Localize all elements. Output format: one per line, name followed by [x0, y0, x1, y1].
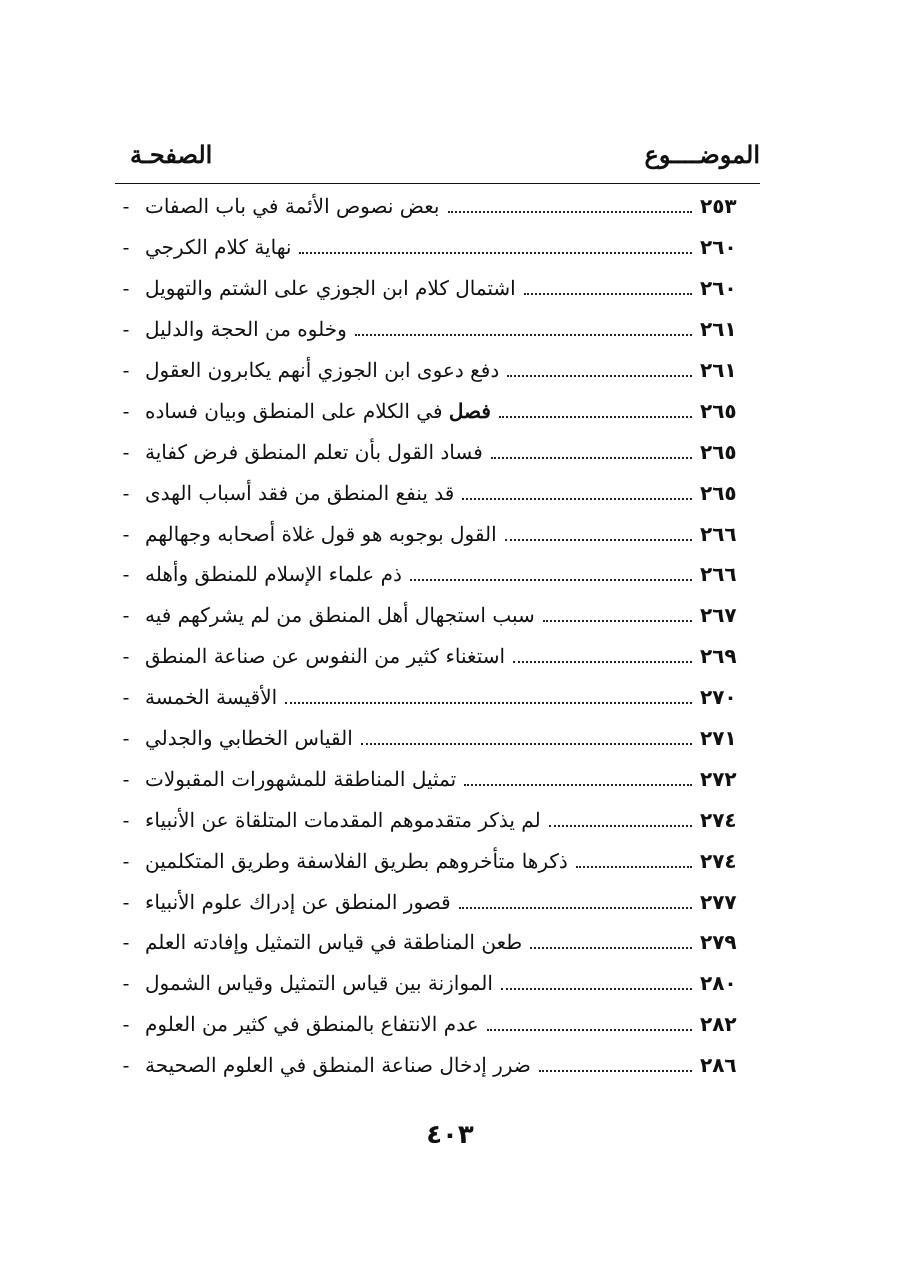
- entry-page-number: ٢٧٤: [700, 807, 737, 832]
- entry-dash: -: [122, 317, 130, 342]
- entry-title: [137, 562, 402, 586]
- header-divider: [115, 183, 760, 184]
- entry-title-text: عدم الانتفاع بالمنطق في كثير من العلوم: [145, 1012, 479, 1037]
- toc-entry: [115, 963, 760, 1004]
- entry-page-number: ٢٨٦: [700, 1053, 737, 1078]
- entry-title-text: القياس الخطابي والجدلي: [145, 726, 353, 751]
- entry-title-text: قد ينفع المنطق من فقد أسباب الهدى: [145, 480, 455, 505]
- table-of-contents: [115, 186, 760, 1086]
- dot-leader: [499, 416, 692, 418]
- entry-page-number: ٢٦٦: [700, 562, 737, 587]
- entry-page-number: ٢٦٥: [700, 439, 737, 464]
- entry-page-number: ٢٦١: [700, 317, 737, 342]
- entry-dash: -: [122, 889, 130, 914]
- dot-leader: [524, 293, 692, 295]
- toc-entry: [115, 922, 760, 963]
- entry-title: [137, 890, 451, 914]
- toc-entry: [115, 840, 760, 881]
- toc-entry: [115, 677, 760, 718]
- entry-dash: -: [122, 562, 130, 587]
- entry-title: [137, 358, 499, 382]
- toc-entry: [115, 309, 760, 350]
- entry-page-number: ٢٧٤: [700, 848, 737, 873]
- toc-entry: [115, 390, 760, 431]
- toc-entry: [115, 1004, 760, 1045]
- entry-page-number: ٢٥٣: [700, 194, 737, 219]
- entry-page-number: ٢٧٢: [700, 766, 737, 791]
- entry-title-text: بعض نصوص الأئمة في باب الصفات: [145, 194, 440, 219]
- entry-title: [137, 522, 497, 546]
- entry-dash: -: [122, 766, 130, 791]
- toc-entry: [115, 268, 760, 309]
- entry-title-text: قصور المنطق عن إدراك علوم الأنبياء: [145, 889, 451, 914]
- dot-leader: [549, 825, 692, 827]
- toc-entry: [115, 513, 760, 554]
- toc-entry: [115, 636, 760, 677]
- toc-entry: [115, 881, 760, 922]
- toc-entry: [115, 350, 760, 391]
- entry-title: [137, 726, 353, 750]
- entry-title: [137, 194, 440, 218]
- entry-dash: -: [122, 194, 130, 219]
- dot-leader: [462, 498, 692, 500]
- entry-title: [137, 603, 535, 627]
- entry-page-number: ٢٨٠: [700, 971, 737, 996]
- dot-leader: [491, 457, 692, 459]
- entry-dash: -: [122, 1012, 130, 1037]
- entry-title-text: في الكلام على المنطق وبيان فساده: [145, 398, 449, 423]
- dot-leader: [464, 784, 692, 786]
- entry-dash: -: [122, 807, 130, 832]
- entry-title-text: فساد القول بأن تعلم المنطق فرض كفاية: [145, 439, 483, 464]
- dot-leader: [576, 866, 692, 868]
- topic-column-heading: الموضــــوع: [644, 140, 760, 169]
- entry-page-number: ٢٧٠: [700, 685, 737, 710]
- entry-title: [137, 1012, 479, 1036]
- entry-dash: -: [122, 235, 130, 260]
- toc-entry: [115, 1045, 760, 1086]
- entry-title-text: ذكرها متأخروهم بطريق الفلاسفة وطريق المتكلمين: [145, 848, 568, 873]
- toc-header: [120, 140, 760, 180]
- entry-dash: -: [122, 1053, 130, 1078]
- toc-entry: [115, 472, 760, 513]
- entry-title-text: الموازنة بين قياس التمثيل وقياس الشمول: [145, 971, 493, 996]
- entry-dash: -: [122, 521, 130, 546]
- dot-leader: [285, 702, 692, 704]
- page-number: ٤٠٣: [426, 1120, 474, 1150]
- toc-entry: [115, 758, 760, 799]
- entry-page-number: ٢٨٢: [700, 1012, 737, 1037]
- entry-dash: -: [122, 685, 130, 710]
- dot-leader: [505, 539, 692, 541]
- entry-dash: -: [122, 930, 130, 955]
- entry-page-number: ٢٦٦: [700, 521, 737, 546]
- entry-title-text: استغناء كثير من النفوس عن صناعة المنطق: [145, 644, 506, 669]
- entry-title: [137, 808, 541, 832]
- dot-leader: [487, 1029, 692, 1031]
- entry-title: [137, 1053, 531, 1077]
- entry-title-text: الأقيسة الخمسة: [145, 685, 278, 710]
- entry-page-number: ٢٦٠: [700, 276, 737, 301]
- entry-page-number: ٢٧١: [700, 726, 737, 751]
- entry-dash: -: [122, 644, 130, 669]
- dot-leader: [299, 252, 692, 254]
- entry-title-text: طعن المناطقة في قياس التمثيل وإفادته العلم: [145, 930, 523, 955]
- entry-title-text: القول بوجوبه هو قول غلاة أصحابه وجهالهم: [145, 521, 497, 546]
- dot-leader: [410, 579, 692, 581]
- entry-title-text: تمثيل المناطقة للمشهورات المقبولات: [145, 766, 457, 791]
- toc-entry: [115, 554, 760, 595]
- entry-dash: -: [122, 276, 130, 301]
- entry-dash: -: [122, 726, 130, 751]
- entry-title-text: ضرر إدخال صناعة المنطق في العلوم الصحيحة: [145, 1053, 531, 1078]
- entry-dash: -: [122, 358, 130, 382]
- entry-title: [137, 317, 347, 341]
- entry-title: [137, 235, 291, 259]
- entry-title: [137, 440, 483, 464]
- entry-page-number: ٢٦٥: [700, 480, 737, 505]
- entry-dash: -: [122, 439, 130, 464]
- toc-entry: [115, 227, 760, 268]
- entry-title: [137, 481, 454, 505]
- entry-title: [137, 849, 568, 873]
- entry-title-text: سبب استجهال أهل المنطق من لم يشركهم فيه: [145, 603, 535, 628]
- entry-title-text: وخلوه من الحجة والدليل: [145, 317, 347, 342]
- dot-leader: [448, 211, 693, 213]
- entry-title: [137, 930, 522, 954]
- dot-leader: [361, 743, 692, 745]
- entry-title: [137, 685, 277, 709]
- entry-page-number: ٢٦١: [700, 358, 737, 382]
- entry-title-text: نهاية كلام الكرجي: [145, 235, 292, 260]
- dot-leader: [501, 988, 692, 990]
- entry-title-lead: فصل: [448, 398, 491, 423]
- entry-title-text: ذم علماء الإسلام للمنطق وأهله: [145, 562, 402, 587]
- dot-leader: [513, 661, 692, 663]
- entry-page-number: ٢٧٧: [700, 889, 737, 914]
- page-column-heading: الصفحـة: [130, 140, 213, 169]
- entry-title: [137, 644, 505, 668]
- dot-leader: [459, 907, 692, 909]
- entry-dash: -: [122, 398, 130, 423]
- toc-entry: [115, 595, 760, 636]
- entry-title: [137, 399, 491, 423]
- toc-entry: [115, 431, 760, 472]
- toc-entry: [115, 799, 760, 840]
- entry-dash: -: [122, 480, 130, 505]
- entry-page-number: ٢٧٩: [700, 930, 737, 955]
- entry-dash: -: [122, 971, 130, 996]
- entry-dash: -: [122, 848, 130, 873]
- dot-leader: [355, 334, 692, 336]
- entry-page-number: ٢٦٥: [700, 398, 737, 423]
- dot-leader: [530, 947, 692, 949]
- dot-leader: [543, 620, 692, 622]
- entry-title: [137, 276, 516, 300]
- entry-dash: -: [122, 603, 130, 628]
- toc-entry: [115, 186, 760, 227]
- entry-title: [137, 971, 493, 995]
- toc-entry: [115, 718, 760, 759]
- entry-title-text: دفع دعوى ابن الجوزي أنهم يكابرون العقول: [145, 358, 500, 382]
- dot-leader: [507, 375, 692, 377]
- entry-title: [137, 767, 456, 791]
- entry-title-text: لم يذكر متقدموهم المقدمات المتلقاة عن الأنبياء: [145, 807, 541, 832]
- entry-title-text: اشتمال كلام ابن الجوزي على الشتم والتهويل: [145, 276, 516, 301]
- entry-page-number: ٢٦٠: [700, 235, 737, 260]
- dot-leader: [539, 1070, 692, 1072]
- entry-page-number: ٢٦٧: [700, 603, 737, 628]
- entry-page-number: ٢٦٩: [700, 644, 737, 669]
